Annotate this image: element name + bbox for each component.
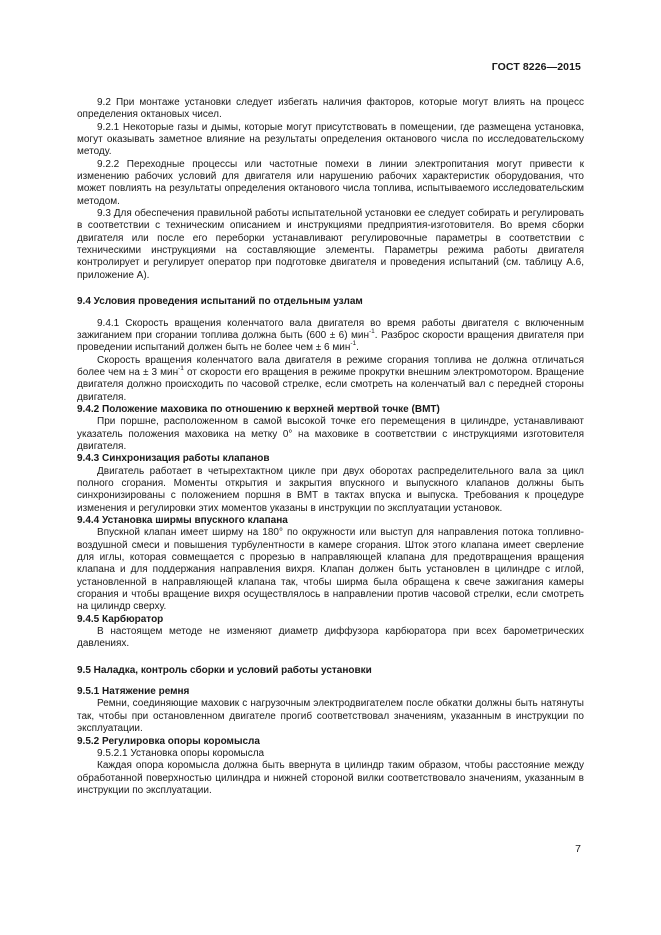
paragraph-9-2: 9.2 При монтаже установки следует избегать наличия факторов, которые могут влиять на процесс определения октановых чисел. [77, 97, 584, 121]
paragraph-9-2-2: 9.2.2 Переходные процессы или частотные помехи в линии электропитания могут привести к изменению рабочих условий для двигателя или нарушению рабочих характеристик оборудования, что может повлиять на результаты определения октанового числа топлива, испытываемого исследовательским методом. [77, 158, 584, 207]
section-heading-9-5: 9.5 Наладка, контроль сборки и условий работы установки [77, 664, 372, 676]
section-heading-9-4: 9.4 Условия проведения испытаний по отдельным узлам [77, 296, 363, 308]
paragraph-9-4-1: 9.4.1 Скорость вращения коленчатого вала двигателя во время работы двигателя с включенным зажиганием при сгорании топлива должна быть (600 ± 6) мин$^{-1}$. Разброс скорости вращения двигателя при проведении испытаний должен быть не более чем ± 6 мин$^{-1}$. [77, 317, 584, 354]
subsection-heading-9-4-2: 9.4.2 Положение маховика по отношению к верхней мертвой точке (ВМТ) [77, 403, 440, 415]
paragraph-speed-deviation: Скорость вращения коленчатого вала двигателя в режиме сгорания топлива не должна отличаться более чем на ± 3 мин$^{-1}$ от скорости его вращения в режиме прокрутки внешним электромотором. Вращение двигателя должно происходить по часовой стрелке, если смотреть на коленчатый вал с передней стороны двигателя. [77, 354, 585, 403]
paragraph-belt-tension: Ремни, соединяющие маховик с нагрузочным электродвигателем после обкатки должны быть натянуты так, чтобы при остановленном двигателе прогиб соответствовал значениям, указанным в инструкции по эксплуатации. [77, 698, 584, 735]
paragraph-carburetor: В настоящем методе не изменяют диаметр диффузора карбюратора при всех барометрических давлениях. [77, 626, 584, 650]
paragraph-rocker-support: Каждая опора коромысла должна быть ввернута в цилиндр таким образом, чтобы расстояние между обработанной поверхностью цилиндра и нижней стороной вилки соответствовало значениям, указанным в инструкции по эксплуатации. [77, 760, 584, 796]
standard-designation: ГОСТ 8226—2015 [491, 61, 581, 73]
paragraph-valve-shroud: Впускной клапан имеет ширму на 180° по окружности или выступ для направления потока топливно-воздушной смеси и повышения турбулентности в камере сгорания. Шток этого клапана имеет сверление для иглы, которая совмещается с прорезью в направляющей клапана для предотвращения вращения клапана и для поддержания направления вихря. Клапан должен быть установлен в цилиндре с иглой, установленной в направляющей клапана так, чтобы ширма была обращена к свече зажигания камеры сгорания и чтобы вращение вихря осуществлялось в направлении против часовой стрелки, если смотреть на цилиндр сверху. [77, 527, 584, 613]
document-body [77, 97, 584, 797]
subsection-heading-9-4-5: 9.4.5 Карбюратор [77, 613, 164, 625]
paragraph-valve-timing: Двигатель работает в четырехтактном цикле при двух оборотах распределительного вала за цикл полного сгорания. Моменты открытия и закрытия впускного и выпускного клапанов должны быть синхронизированы с положением поршня в ВМТ в тактах впуска и выпуска. Требования к процедуре изменения и регулировки этих моментов указаны в инструкции по эксплуатации установок. [77, 465, 584, 514]
subsection-heading-9-4-4: 9.4.4 Установка ширмы впускного клапана [77, 515, 288, 526]
paragraph-9-5-2-1: 9.5.2.1 Установка опоры коромысла [97, 747, 265, 759]
paragraph-9-2-1: 9.2.1 Некоторые газы и дымы, которые могут присутствовать в помещении, где размещена установка, могут оказывать заметное влияние на результаты определения октанового числа по исследовательскому методу. [77, 121, 584, 158]
paragraph-flywheel: При поршне, расположенном в самой высокой точке его перемещения в цилиндре, устанавливают указатель положения маховика на метку 0° на маховике в соответствии с инструкциями изготовителя двигателя. [77, 416, 584, 452]
subsection-heading-9-5-2: 9.5.2 Регулировка опоры коромысла [77, 735, 260, 747]
page-number: 7 [575, 843, 581, 855]
paragraph-9-3: 9.3 Для обеспечения правильной работы испытательной установки ее следует собирать и регулировать в соответствии с техническим описанием и инструкциями предприятия-изготовителя. Во время сборки двигателя или после его переборки устанавливают регулировочные параметры в соответствии с техническими инструкциями на составляющие элементы. Параметры режима работы двигателя контролирует и регулирует оператор при подготовке двигателя и проведения испытаний (см. таблицу А.6, приложение А). [77, 208, 584, 281]
subsection-heading-9-5-1: 9.5.1 Натяжение ремня [77, 686, 190, 698]
subsection-heading-9-4-3: 9.4.3 Синхронизация работы клапанов [77, 453, 270, 465]
